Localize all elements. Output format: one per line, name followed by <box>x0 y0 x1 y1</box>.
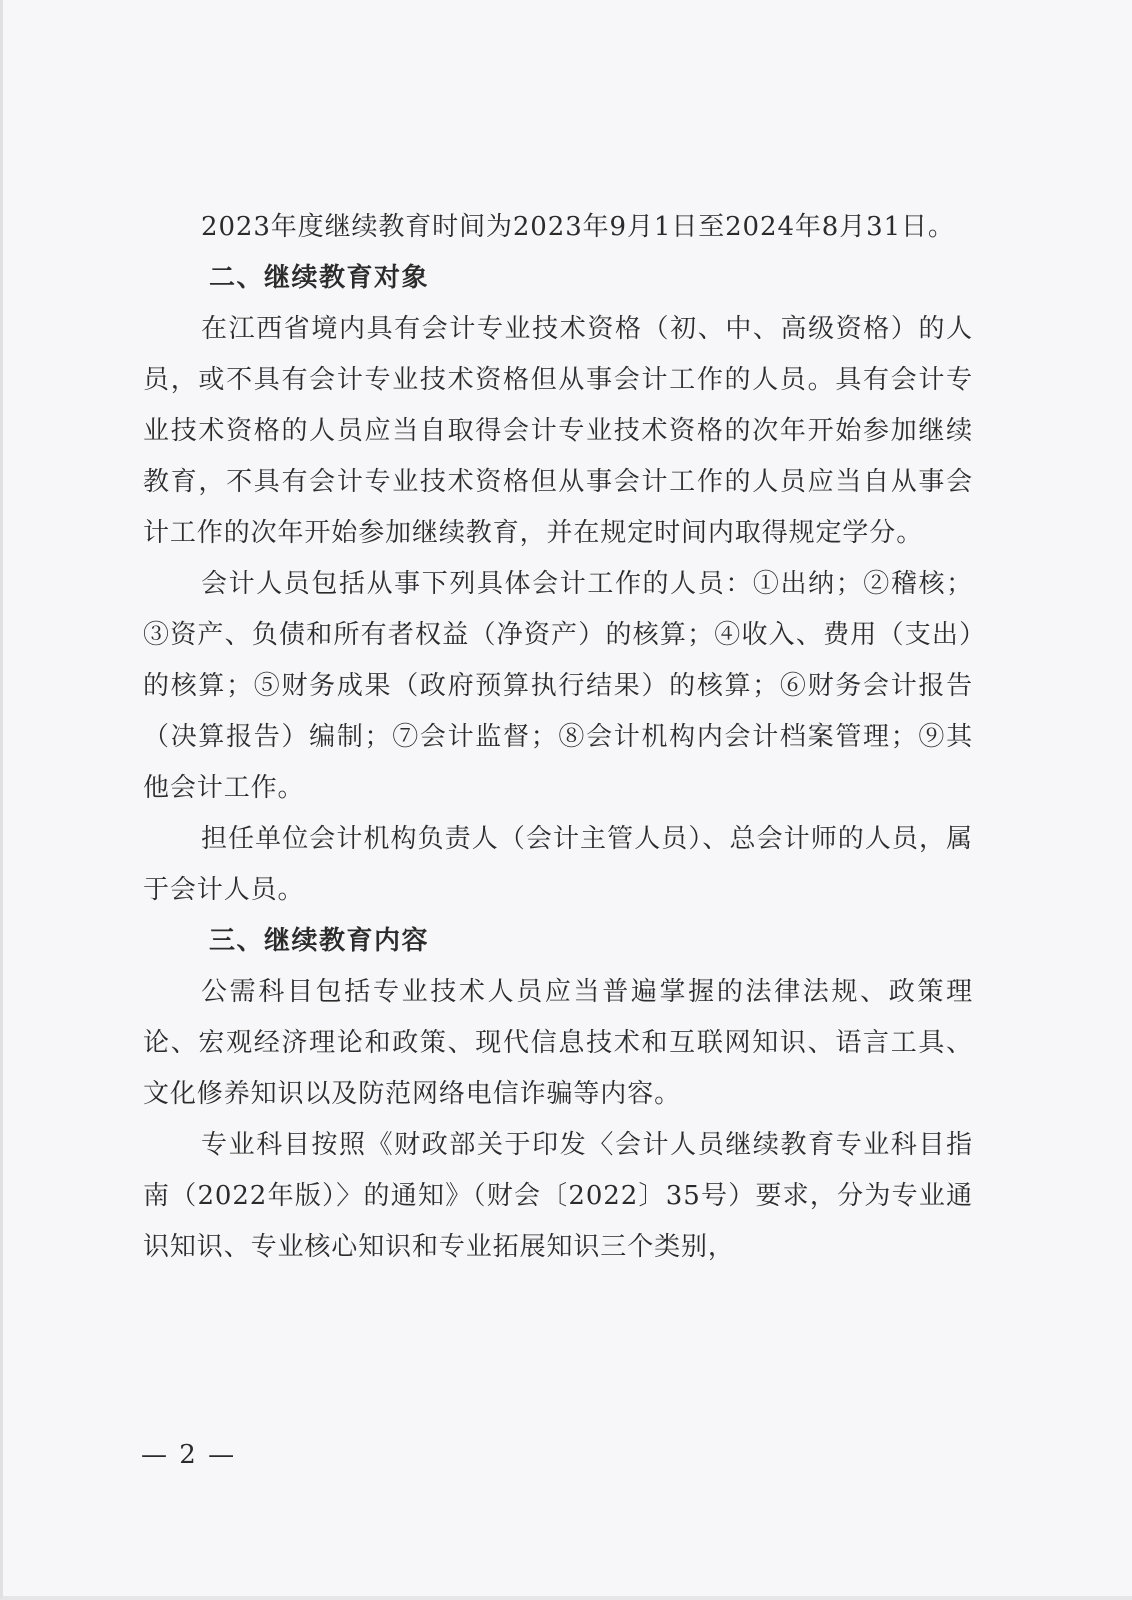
paragraph-public-subjects: 公需科目包括专业技术人员应当普遍掌握的法律法规、政策理论、宏观经济理论和政策、现代信息技术和互联网知识、语言工具、文化修养知识以及防范网络电信诈骗等内容。 <box>143 977 973 1109</box>
paragraph-accounting-roles: 会计人员包括从事下列具体会计工作的人员：①出纳；②稽核；③资产、负债和所有者权益（净资产）的核算；④收入、费用（支出）的核算；⑤财务成果（政府预算执行结果）的核算；⑥财务会计报告（决算报告）编制；⑦会计监督；⑧会计机构内会计档案管理；⑨其他会计工作。 <box>143 569 973 803</box>
page-number: — 2 — <box>141 1440 237 1470</box>
paragraph-targets: 在江西省境内具有会计专业技术资格（初、中、高级资格）的人员，或不具有会计专业技术资格但从事会计工作的人员。具有会计专业技术资格的人员应当自取得会计专业技术资格的次年开始参加继续教育，不具有会计专业技术资格但从事会计工作的人员应当自从事会计工作的次年开始参加继续教育，并在规定时间内取得规定学分。 <box>143 314 973 548</box>
paragraph-accounting-heads: 担任单位会计机构负责人（会计主管人员）、总会计师的人员，属于会计人员。 <box>143 824 973 905</box>
paragraph-education-period: 2023年度继续教育时间为2023年9月1日至2024年8月31日。 <box>201 212 955 242</box>
document-body <box>143 202 973 1273</box>
section-heading-content: 三、继续教育内容 <box>209 926 430 956</box>
paragraph-professional-subjects: 专业科目按照《财政部关于印发〈会计人员继续教育专业科目指南（2022年版）〉的通知》（财会〔2022〕35号）要求，分为专业通识知识、专业核心知识和专业拓展知识三个类别， <box>143 1130 973 1262</box>
section-heading-targets: 二、继续教育对象 <box>209 263 430 293</box>
